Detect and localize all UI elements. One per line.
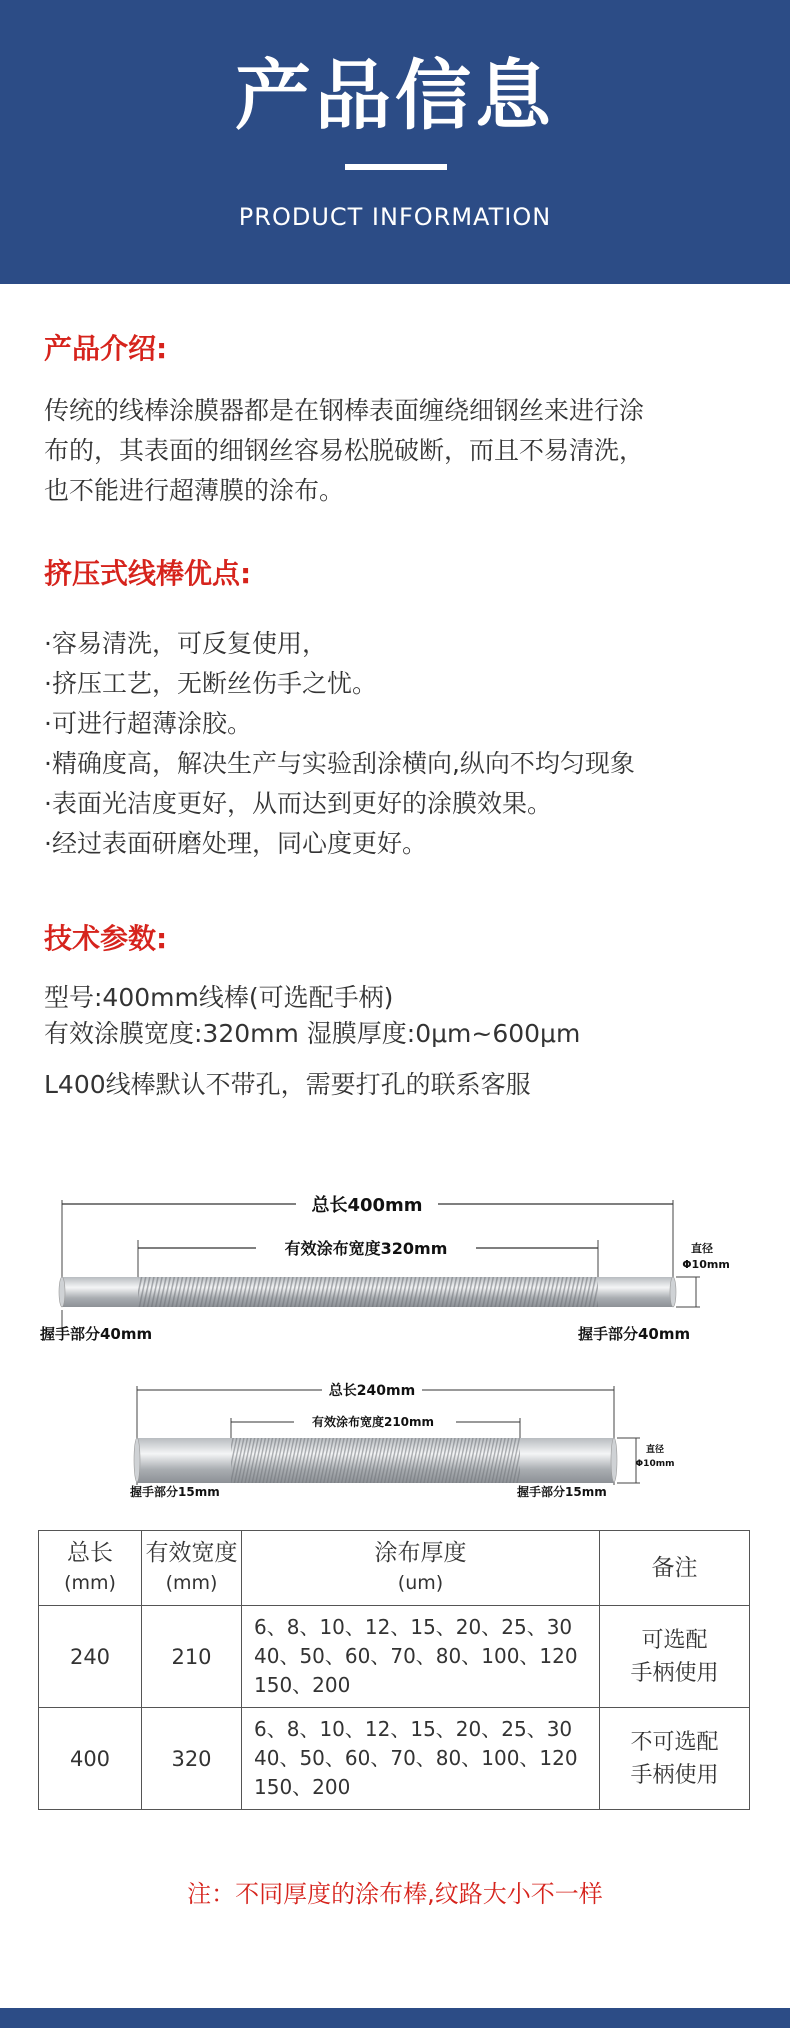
- effective-width-label: 有效涂布宽度320mm: [284, 1239, 448, 1258]
- intro-paragraph: [44, 391, 744, 511]
- table-header-row: [39, 1531, 750, 1606]
- spec-model: 型号:400mm线棒(可选配手柄): [44, 983, 394, 1012]
- list-item: ·容易清洗，可反复使用，: [44, 629, 327, 658]
- list-item: ·精确度高，解决生产与实验刮涂横向,纵向不均匀现象: [44, 749, 635, 778]
- list-item: ·经过表面研磨处理，同心度更好。: [44, 829, 427, 858]
- specs-title: 技术参数:: [44, 922, 168, 955]
- header-length: 总长 (mm): [39, 1531, 142, 1606]
- spec-note: L400线棒默认不带孔，需要打孔的联系客服: [44, 1070, 531, 1099]
- header-note: 备注: [600, 1531, 750, 1606]
- intro-line: 也不能进行超薄膜的涂布。: [44, 476, 345, 505]
- diameter-label: 直径: [691, 1242, 713, 1255]
- page-subtitle: PRODUCT INFORMATION: [238, 203, 552, 231]
- intro-line: 布的，其表面的细钢丝容易松脱破断，而且不易清洗，: [44, 436, 645, 465]
- rod-threaded-section: [138, 1277, 598, 1307]
- cell-length: 400: [39, 1708, 142, 1810]
- grip-left-label: 握手部分15mm: [130, 1485, 220, 1499]
- list-item: ·可进行超薄涂胶。: [44, 709, 252, 738]
- spec-width: 有效涂膜宽度:320mm 湿膜厚度:0μm~600μm: [44, 1019, 581, 1048]
- total-length-label: 总长400mm: [311, 1195, 423, 1216]
- cell-width: 320: [142, 1708, 242, 1810]
- bottom-bar: [0, 2008, 790, 2028]
- effective-width-label: 有效涂布宽度210mm: [311, 1415, 435, 1429]
- cell-note: 可选配 手柄使用: [600, 1606, 750, 1708]
- rod-threaded-section: [231, 1438, 520, 1483]
- list-item: ·挤压工艺，无断丝伤手之忧。: [44, 669, 377, 698]
- rod-400-diagram: [0, 1170, 790, 1360]
- grip-right-label: 握手部分40mm: [578, 1325, 691, 1343]
- list-item: ·表面光洁度更好，从而达到更好的涂膜效果。: [44, 789, 552, 818]
- diameter-label: 直径: [645, 1445, 665, 1455]
- spec-table: [38, 1530, 750, 1810]
- title-underline: [345, 164, 447, 170]
- cell-note: 不可选配 手柄使用: [600, 1708, 750, 1810]
- grip-right-label: 握手部分15mm: [517, 1485, 607, 1499]
- footer-note: 注：不同厚度的涂布棒,纹路大小不一样: [187, 1880, 603, 1908]
- advantages-title: 挤压式线棒优点:: [44, 557, 252, 590]
- grip-left-label: 握手部分40mm: [40, 1325, 153, 1343]
- diameter-value: Φ10mm: [635, 1459, 675, 1469]
- intro-title: 产品介绍:: [44, 332, 168, 365]
- rod-240-diagram: [0, 1370, 790, 1520]
- header-banner: [0, 0, 790, 284]
- header-thickness: 涂布厚度 (um): [242, 1531, 600, 1606]
- intro-line: 传统的线棒涂膜器都是在钢棒表面缠绕细钢丝来进行涂: [44, 396, 645, 425]
- header-width: 有效宽度 (mm): [142, 1531, 242, 1606]
- advantages-list: [44, 624, 764, 864]
- page-title: 产品信息: [235, 51, 555, 140]
- diameter-value: Φ10mm: [682, 1258, 730, 1271]
- cell-width: 210: [142, 1606, 242, 1708]
- cell-thickness: 6、8、10、12、15、20、25、30 40、50、60、70、80、100、120 150、200: [242, 1606, 600, 1708]
- total-length-label: 总长240mm: [328, 1383, 416, 1399]
- cell-length: 240: [39, 1606, 142, 1708]
- cell-thickness: 6、8、10、12、15、20、25、30 40、50、60、70、80、100、120 150、200: [242, 1708, 600, 1810]
- table-row: [39, 1606, 750, 1708]
- table-row: [39, 1708, 750, 1810]
